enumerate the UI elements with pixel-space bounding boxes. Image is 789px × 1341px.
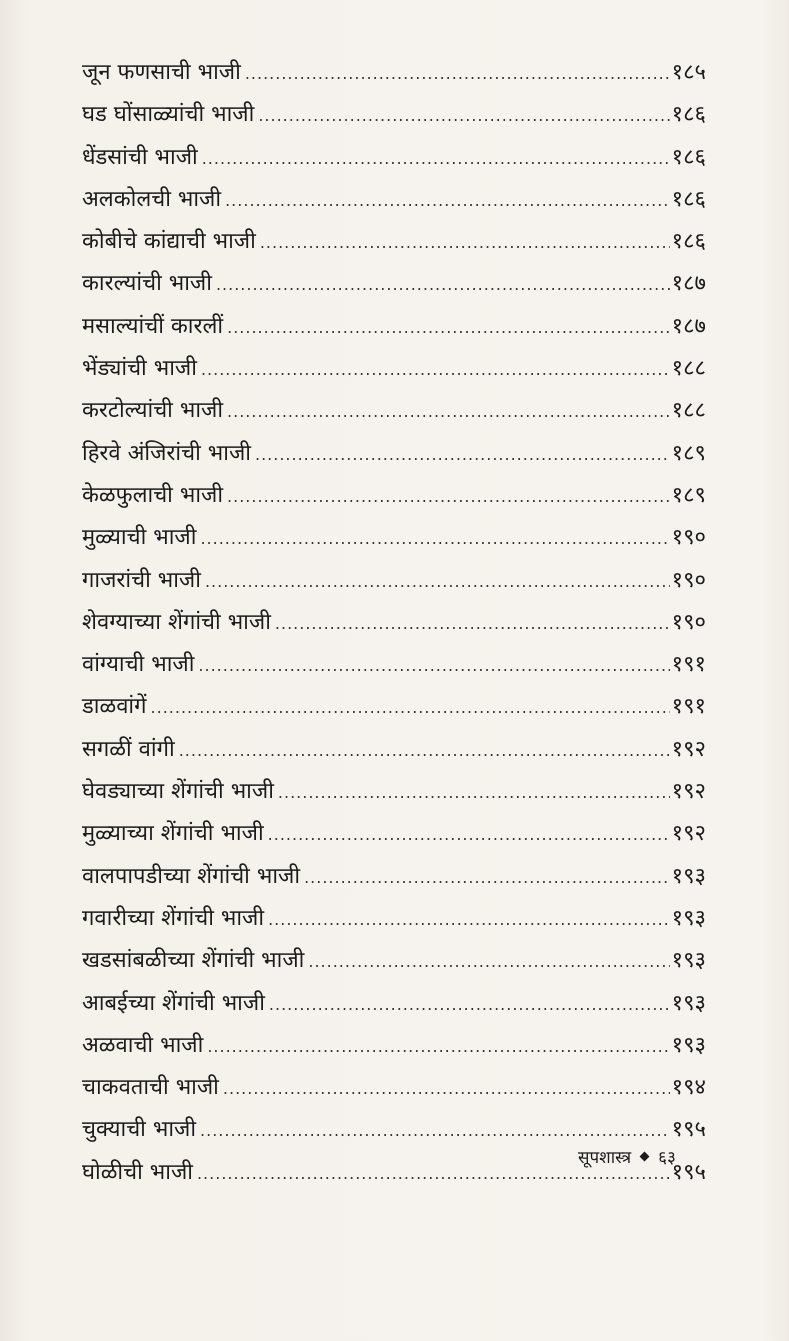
toc-entry bbox=[82, 394, 706, 436]
toc-entry-title: घोळीची भाजी bbox=[82, 1159, 193, 1185]
toc-entry bbox=[82, 564, 706, 606]
toc-entry bbox=[82, 479, 706, 521]
toc-dot-leader bbox=[268, 825, 670, 844]
toc-entry-page: १९१ bbox=[671, 694, 706, 720]
toc-entry bbox=[82, 183, 706, 225]
toc-entry-page: १९० bbox=[671, 609, 706, 635]
toc-entry-page: १९० bbox=[671, 567, 706, 593]
toc-entry-page: १८६ bbox=[671, 102, 706, 128]
toc-dot-leader bbox=[225, 191, 670, 210]
toc-entry-page: १८६ bbox=[671, 229, 706, 255]
toc-entry-title: खडसांबळीच्या शेंगांची भाजी bbox=[82, 948, 305, 974]
toc-dot-leader bbox=[200, 529, 669, 548]
toc-entry-page: १८६ bbox=[671, 186, 706, 212]
toc-entry bbox=[82, 225, 706, 267]
toc-entry-page: १९२ bbox=[671, 821, 706, 847]
toc-dot-leader bbox=[202, 149, 670, 168]
toc-entry bbox=[82, 98, 706, 140]
toc-entry-title: सगळीं वांगी bbox=[82, 736, 175, 762]
toc-entry-page: १९४ bbox=[671, 1075, 706, 1101]
toc-entry bbox=[82, 267, 706, 309]
toc-entry-title: चाकवताची भाजी bbox=[82, 1075, 219, 1101]
toc-entry-title: गवारीच्या शेंगांची भाजी bbox=[82, 905, 265, 931]
toc-entry bbox=[82, 437, 706, 479]
toc-entry bbox=[82, 690, 706, 732]
toc-dot-leader bbox=[227, 487, 670, 506]
toc-entry-title: कोबीचे कांद्याची भाजी bbox=[82, 229, 256, 255]
toc-entry-title: आबईच्या शेंगांची भाजी bbox=[82, 990, 265, 1016]
toc-dot-leader bbox=[275, 614, 670, 633]
toc-entry-page: १९३ bbox=[671, 1032, 706, 1058]
toc-entry-page: १९३ bbox=[671, 863, 706, 889]
toc-dot-leader bbox=[216, 275, 670, 294]
toc-dot-leader bbox=[200, 1121, 670, 1140]
toc-entry-page: १९१ bbox=[671, 652, 706, 678]
toc-dot-leader bbox=[223, 1079, 670, 1098]
toc-entry-page: १८८ bbox=[671, 398, 706, 424]
toc-dot-leader bbox=[201, 360, 670, 379]
toc-entry-page: १९० bbox=[671, 525, 706, 551]
toc-dot-leader bbox=[269, 995, 670, 1014]
table-of-contents bbox=[82, 56, 706, 1198]
toc-entry-title: घेवड्याच्या शेंगांची भाजी bbox=[82, 779, 274, 805]
toc-entry-page: १८९ bbox=[671, 440, 706, 466]
diamond-separator-icon bbox=[640, 1152, 650, 1162]
toc-entry-title: गाजरांची भाजी bbox=[82, 567, 201, 593]
toc-entry-title: वांग्याची भाजी bbox=[82, 652, 195, 678]
toc-entry bbox=[82, 902, 706, 944]
toc-dot-leader bbox=[205, 572, 670, 591]
toc-entry-page: १९२ bbox=[671, 779, 706, 805]
toc-entry-title: करटोल्यांची भाजी bbox=[82, 398, 224, 424]
toc-entry-page: १९२ bbox=[671, 736, 706, 762]
toc-entry bbox=[82, 56, 706, 98]
toc-entry bbox=[82, 1071, 706, 1113]
toc-entry-title: कारल्यांची भाजी bbox=[82, 271, 212, 297]
toc-entry-page: १९५ bbox=[671, 1159, 706, 1185]
toc-entry-title: मुळ्याची भाजी bbox=[82, 525, 197, 551]
toc-entry-page: १९३ bbox=[671, 990, 706, 1016]
toc-entry-title: केळफुलाची भाजी bbox=[82, 482, 224, 508]
toc-entry bbox=[82, 1029, 706, 1071]
toc-dot-leader bbox=[179, 741, 670, 760]
toc-entry bbox=[82, 860, 706, 902]
toc-entry-title: वालपापडीच्या शेंगांची भाजी bbox=[82, 863, 301, 889]
toc-entry bbox=[82, 733, 706, 775]
toc-entry-page: १८७ bbox=[671, 313, 706, 339]
toc-dot-leader bbox=[308, 952, 669, 971]
toc-entry-title: घड घोंसाळ्यांची भाजी bbox=[82, 102, 255, 128]
toc-dot-leader bbox=[151, 698, 670, 717]
toc-dot-leader bbox=[245, 64, 670, 83]
toc-entry-page: १८५ bbox=[671, 60, 706, 85]
toc-entry bbox=[82, 521, 706, 563]
toc-entry-title: जून फणसाची भाजी bbox=[82, 60, 241, 85]
toc-entry-page: १८८ bbox=[671, 356, 706, 382]
toc-dot-leader bbox=[198, 656, 669, 675]
toc-entry-title: शेवग्याच्या शेंगांची भाजी bbox=[82, 609, 271, 635]
toc-entry-title: अळवाची भाजी bbox=[82, 1032, 204, 1058]
toc-entry bbox=[82, 648, 706, 690]
toc-entry bbox=[82, 775, 706, 817]
toc-dot-leader bbox=[227, 402, 670, 421]
toc-dot-leader bbox=[255, 445, 670, 464]
toc-entry-title: भेंड्यांची भाजी bbox=[82, 356, 197, 382]
toc-entry bbox=[82, 944, 706, 986]
toc-entry-page: १९३ bbox=[671, 948, 706, 974]
toc-entry-title: मुळ्याच्या शेंगांची भाजी bbox=[82, 821, 264, 847]
toc-entry-page: १९५ bbox=[671, 1117, 706, 1143]
toc-entry bbox=[82, 141, 706, 183]
toc-entry bbox=[82, 817, 706, 859]
toc-entry-title: डाळवांगें bbox=[82, 694, 147, 720]
toc-dot-leader bbox=[304, 868, 670, 887]
toc-entry-page: १८६ bbox=[671, 144, 706, 170]
page-footer bbox=[578, 1145, 676, 1168]
toc-dot-leader bbox=[258, 106, 669, 125]
toc-entry bbox=[82, 310, 706, 352]
toc-dot-leader bbox=[260, 233, 670, 252]
running-book-title: सूपशास्त्र bbox=[578, 1148, 632, 1168]
toc-dot-leader bbox=[227, 318, 670, 337]
toc-entry-title: अलकोलची भाजी bbox=[82, 186, 222, 212]
toc-entry-title: मसाल्यांचीं कारलीं bbox=[82, 313, 224, 339]
toc-entry-page: १८७ bbox=[671, 271, 706, 297]
toc-dot-leader bbox=[268, 910, 670, 929]
toc-dot-leader bbox=[207, 1037, 669, 1056]
toc-entry-page: १८९ bbox=[671, 482, 706, 508]
toc-entry-title: चुक्याची भाजी bbox=[82, 1117, 197, 1143]
toc-entry-title: हिरवे अंजिरांची भाजी bbox=[82, 440, 251, 466]
page-number: ६३ bbox=[658, 1148, 676, 1168]
toc-entry-page: १९३ bbox=[671, 905, 706, 931]
toc-entry bbox=[82, 352, 706, 394]
toc-entry bbox=[82, 606, 706, 648]
toc-entry bbox=[82, 987, 706, 1029]
toc-entry-title: धेंडसांची भाजी bbox=[82, 144, 198, 170]
toc-dot-leader bbox=[278, 783, 670, 802]
